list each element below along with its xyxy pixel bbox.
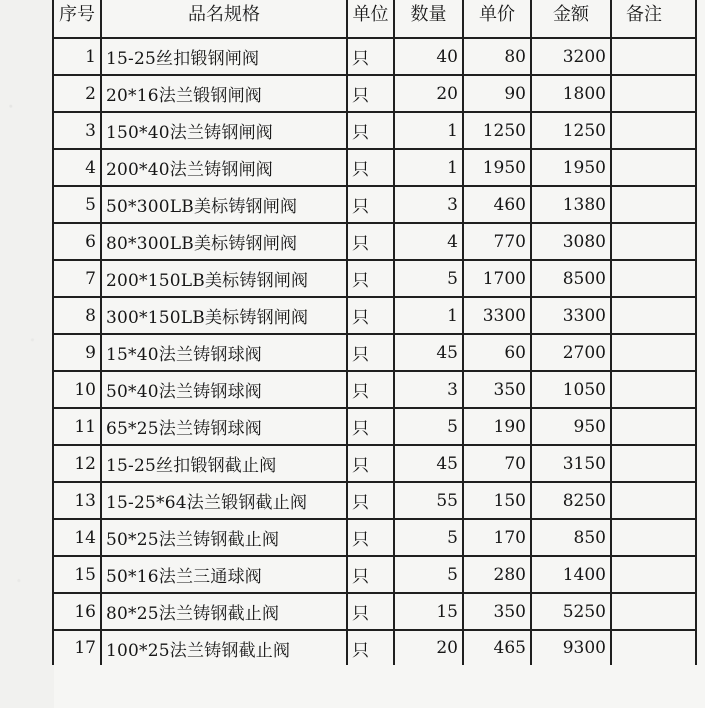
row-note: [611, 38, 696, 75]
row-note: [611, 112, 696, 149]
header-price: 单价: [463, 0, 531, 38]
row-note: [611, 482, 696, 519]
row-unit: 只: [347, 112, 394, 149]
row-name: 50*300LB美标铸钢闸阀: [101, 186, 347, 223]
row-price: 1950: [463, 149, 531, 186]
row-amount: 3300: [531, 297, 611, 334]
row-price: 170: [463, 519, 531, 556]
table-row: [53, 371, 696, 408]
row-price: 350: [463, 371, 531, 408]
row-index: 14: [53, 519, 101, 556]
row-name: 150*40法兰铸钢闸阀: [101, 112, 347, 149]
row-note: [611, 149, 696, 186]
row-name: 300*150LB美标铸钢闸阀: [101, 297, 347, 334]
row-name: 15-25丝扣锻钢闸阀: [101, 38, 347, 75]
row-index: 5: [53, 186, 101, 223]
row-note: [611, 334, 696, 371]
row-qty: 5: [394, 556, 463, 593]
row-index: 6: [53, 223, 101, 260]
row-amount: 1950: [531, 149, 611, 186]
row-unit: 只: [347, 297, 394, 334]
row-amount: 1250: [531, 112, 611, 149]
row-name: 15-25丝扣锻钢截止阀: [101, 445, 347, 482]
row-qty: 4: [394, 223, 463, 260]
row-index: 10: [53, 371, 101, 408]
table-row: [53, 186, 696, 223]
row-qty: 1: [394, 297, 463, 334]
row-qty: 55: [394, 482, 463, 519]
row-name: 200*150LB美标铸钢闸阀: [101, 260, 347, 297]
row-index: 15: [53, 556, 101, 593]
row-name: 15*40法兰铸钢球阀: [101, 334, 347, 371]
header-name: 品名规格: [101, 0, 347, 38]
row-qty: 40: [394, 38, 463, 75]
row-note: [611, 297, 696, 334]
header-unit: 单位: [347, 0, 394, 38]
row-name: 65*25法兰铸钢球阀: [101, 408, 347, 445]
row-amount: 5250: [531, 593, 611, 630]
valve-price-table: [52, 0, 697, 665]
row-unit: 只: [347, 519, 394, 556]
row-name: 15-25*64法兰锻钢截止阀: [101, 482, 347, 519]
table-row: [53, 334, 696, 371]
row-index: 11: [53, 408, 101, 445]
row-index: 7: [53, 260, 101, 297]
row-price: 90: [463, 75, 531, 112]
row-amount: 3080: [531, 223, 611, 260]
row-price: 280: [463, 556, 531, 593]
row-note: [611, 223, 696, 260]
row-price: 1700: [463, 260, 531, 297]
row-name: 50*16法兰三通球阀: [101, 556, 347, 593]
row-unit: 只: [347, 371, 394, 408]
row-index: 16: [53, 593, 101, 630]
row-qty: 45: [394, 334, 463, 371]
row-amount: 8250: [531, 482, 611, 519]
row-qty: 5: [394, 260, 463, 297]
row-index: 13: [53, 482, 101, 519]
row-amount: 1400: [531, 556, 611, 593]
row-note: [611, 75, 696, 112]
row-unit: 只: [347, 223, 394, 260]
row-note: [611, 445, 696, 482]
row-name: 50*40法兰铸钢球阀: [101, 371, 347, 408]
row-price: 80: [463, 38, 531, 75]
row-price: 350: [463, 593, 531, 630]
row-qty: 45: [394, 445, 463, 482]
row-unit: 只: [347, 408, 394, 445]
row-name: 200*40法兰铸钢闸阀: [101, 149, 347, 186]
row-qty: 15: [394, 593, 463, 630]
row-price: 770: [463, 223, 531, 260]
row-unit: 只: [347, 556, 394, 593]
row-amount: 3200: [531, 38, 611, 75]
row-index: 12: [53, 445, 101, 482]
row-amount: 850: [531, 519, 611, 556]
table-row: [53, 445, 696, 482]
row-amount: 1800: [531, 75, 611, 112]
row-qty: 1: [394, 112, 463, 149]
row-name: 80*300LB美标铸钢闸阀: [101, 223, 347, 260]
row-price: 190: [463, 408, 531, 445]
table-row: [53, 593, 696, 630]
row-amount: 3150: [531, 445, 611, 482]
row-unit: 只: [347, 75, 394, 112]
row-note: [611, 593, 696, 630]
row-price: 1250: [463, 112, 531, 149]
row-unit: 只: [347, 482, 394, 519]
row-unit: 只: [347, 593, 394, 630]
table-row: [53, 630, 696, 665]
row-price: 70: [463, 445, 531, 482]
row-name: 80*25法兰铸钢截止阀: [101, 593, 347, 630]
row-amount: 2700: [531, 334, 611, 371]
table-row: [53, 75, 696, 112]
row-note: [611, 186, 696, 223]
row-index: 8: [53, 297, 101, 334]
row-index: 17: [53, 630, 101, 665]
table-header-row: [53, 0, 696, 38]
row-price: 465: [463, 630, 531, 665]
table-row: [53, 482, 696, 519]
row-unit: 只: [347, 334, 394, 371]
table-body: [53, 38, 696, 665]
row-note: [611, 260, 696, 297]
row-amount: 8500: [531, 260, 611, 297]
row-amount: 1380: [531, 186, 611, 223]
header-qty: 数量: [394, 0, 463, 38]
row-qty: 1: [394, 149, 463, 186]
row-unit: 只: [347, 149, 394, 186]
row-price: 150: [463, 482, 531, 519]
row-name: 20*16法兰锻钢闸阀: [101, 75, 347, 112]
row-qty: 5: [394, 408, 463, 445]
row-index: 4: [53, 149, 101, 186]
row-note: [611, 556, 696, 593]
row-amount: 9300: [531, 630, 611, 665]
row-price: 3300: [463, 297, 531, 334]
row-note: [611, 408, 696, 445]
row-amount: 1050: [531, 371, 611, 408]
table-row: [53, 519, 696, 556]
row-amount: 950: [531, 408, 611, 445]
table-row: [53, 223, 696, 260]
table-row: [53, 38, 696, 75]
row-qty: 20: [394, 75, 463, 112]
header-index: 序号: [53, 0, 101, 38]
row-unit: 只: [347, 260, 394, 297]
row-index: 2: [53, 75, 101, 112]
row-note: [611, 630, 696, 665]
row-qty: 5: [394, 519, 463, 556]
row-note: [611, 371, 696, 408]
row-price: 60: [463, 334, 531, 371]
row-unit: 只: [347, 38, 394, 75]
table-row: [53, 408, 696, 445]
row-index: 3: [53, 112, 101, 149]
table-row: [53, 112, 696, 149]
page-margin: [0, 0, 54, 708]
row-unit: 只: [347, 445, 394, 482]
header-notes: 备注: [611, 0, 696, 38]
row-unit: 只: [347, 186, 394, 223]
row-note: [611, 519, 696, 556]
row-qty: 3: [394, 186, 463, 223]
header-amount: 金额: [531, 0, 611, 38]
row-qty: 20: [394, 630, 463, 665]
row-index: 9: [53, 334, 101, 371]
row-name: 100*25法兰铸钢截止阀: [101, 630, 347, 665]
row-qty: 3: [394, 371, 463, 408]
row-name: 50*25法兰铸钢截止阀: [101, 519, 347, 556]
table-row: [53, 149, 696, 186]
table-row: [53, 297, 696, 334]
table-row: [53, 260, 696, 297]
row-price: 460: [463, 186, 531, 223]
row-unit: 只: [347, 630, 394, 665]
table-row: [53, 556, 696, 593]
row-index: 1: [53, 38, 101, 75]
